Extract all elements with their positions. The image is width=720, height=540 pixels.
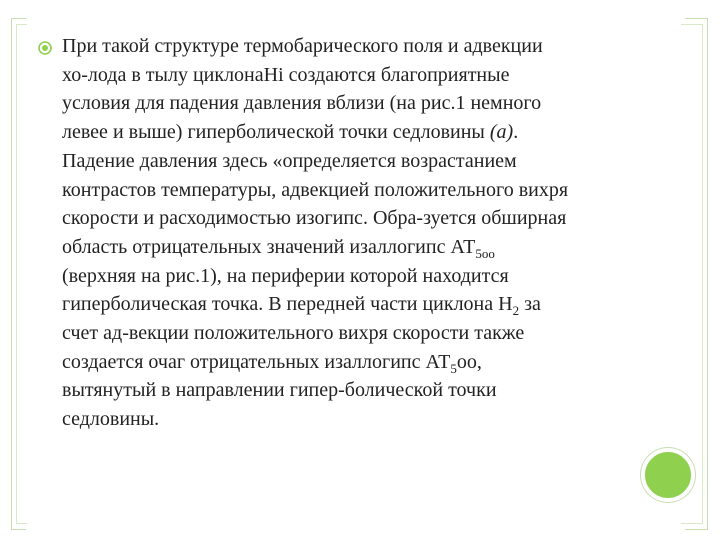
paragraph-line	[62, 348, 684, 377]
paragraph-line	[62, 233, 684, 262]
paragraph-line: хо-лода в тылу циклонаНi создаются благоприятные	[62, 63, 510, 86]
paragraph-line: скорости и расходимостью изогипс. Обра-зуется обширная	[62, 207, 567, 230]
circled-bullet-icon	[38, 41, 52, 55]
paragraph-line: При такой структуре термобарического поля и адвекции	[62, 35, 543, 57]
paragraph-text: оо,	[456, 350, 482, 373]
right-frame-inner-decoration	[681, 24, 703, 524]
paragraph-text: область отрицательных значений изаллогипс АТ	[62, 235, 476, 258]
figure-reference: (а)	[489, 121, 514, 144]
paragraph-text: создается очаг отрицательных изаллогипс АТ	[62, 350, 451, 373]
subscript: 5	[450, 360, 457, 376]
paragraph-line: условия для падения давления вблизи (на рис.1 немного	[62, 92, 542, 115]
paragraph-line: счет ад-векции положительного вихря скорости также	[62, 322, 525, 345]
paragraph-text: гиперболическая точка. В передней части циклона Н	[62, 293, 513, 316]
accent-circle-decoration	[641, 448, 695, 502]
paragraph-text: .	[513, 121, 519, 144]
subscript: 2	[512, 303, 520, 319]
paragraph-line: контрастов температуры, адвекцией положительного вихря	[62, 178, 569, 201]
subscript: 5оо	[475, 245, 495, 261]
paragraph-line: Падение давления здесь «определяется возрастанием	[62, 149, 517, 172]
paragraph-text: за	[519, 293, 541, 316]
paragraph-text: левее и выше) гиперболической точки седловины	[62, 121, 490, 144]
body-paragraph	[62, 32, 684, 434]
paragraph-line: вытянутый в направлении гипер-болической точки	[62, 379, 497, 402]
paragraph-line	[62, 118, 684, 147]
paragraph-line	[62, 290, 684, 319]
paragraph-line: (верхняя на рис.1), на периферии которой находится	[62, 264, 509, 287]
left-frame-inner-decoration	[16, 24, 27, 524]
paragraph-line: седловины.	[62, 408, 160, 431]
